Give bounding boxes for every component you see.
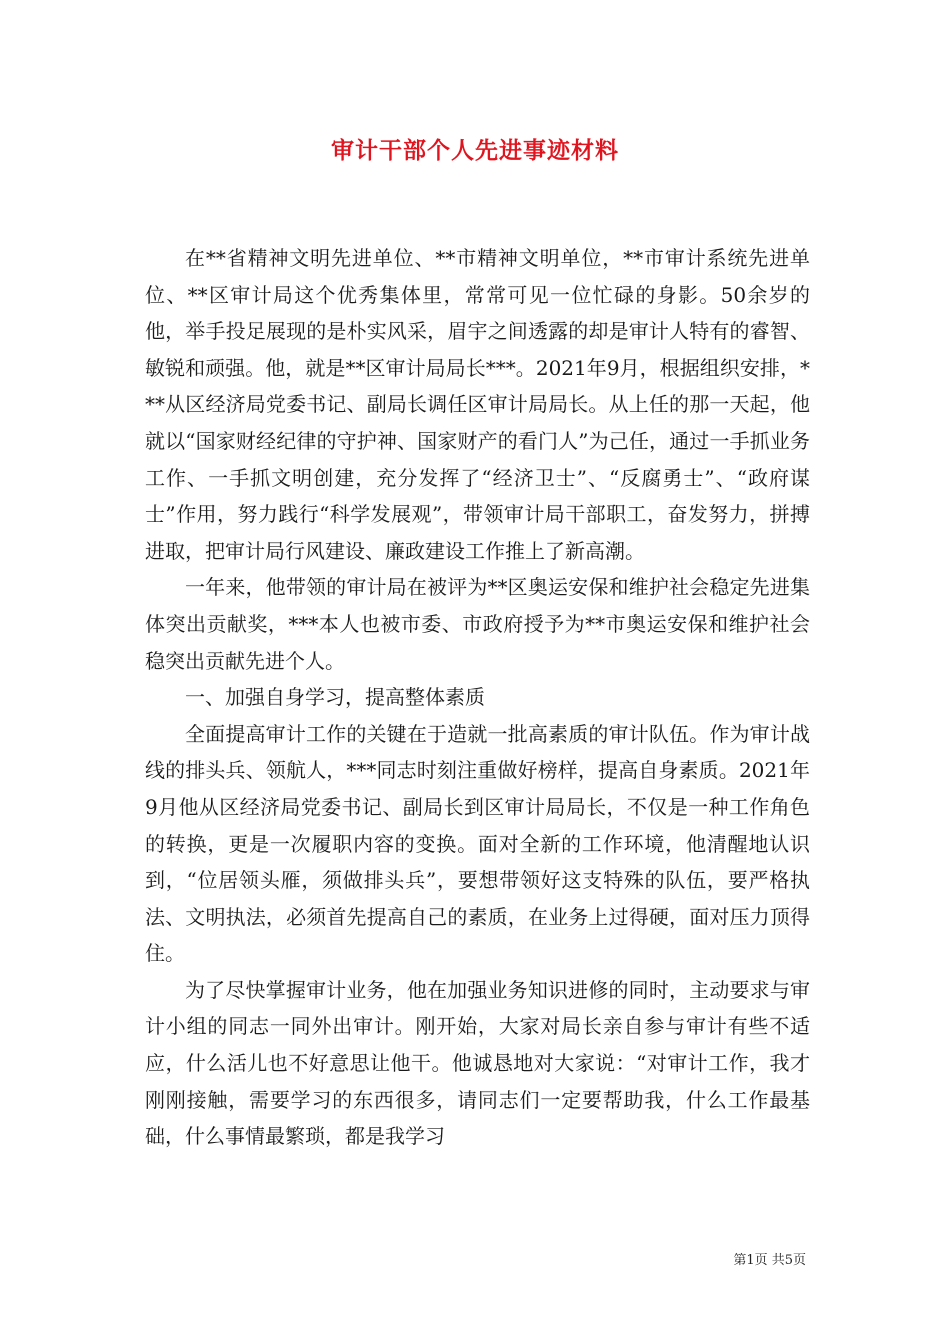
document-title: 审计干部个人先进事迹材料	[331, 137, 619, 164]
paragraph-intro: 在**省精神文明先进单位、**市精神文明单位，**市审计系统先进单位、**区审计局这个优秀集体里，常常可见一位忙碌的身影。50余岁的他，举手投足展现的是朴实风采，眉宇之间透露的却是审计人特有的睿智、敏锐和顽强。他，就是**区审计局局长***。2021年9月，根据组织安排，***从区经济局党委书记、副局长调任区审计局局长。从上任的那一天起，他就以“国家财经纪律的守护神、国家财产的看门人”为己任，通过一手抓业务工作、一手抓文明创建，充分发挥了“经济卫士”、“反腐勇士”、“政府谋士”作用，努力践行“科学发展观”，带领审计局干部职工，奋发努力，拼搏进取，把审计局行风建设、廉政建设工作推上了新高潮。	[145, 246, 810, 563]
paragraph-awards: 一年来，他带领的审计局在被评为**区奥运安保和维护社会稳定先进集体突出贡献奖，***本人也被市委、市政府授予为**市奥运安保和维护社会稳突出贡献先进个人。	[145, 575, 810, 673]
paragraph-self-study: 全面提高审计工作的关键在于造就一批高素质的审计队伍。作为审计战线的排头兵、领航人，***同志时刻注重做好榜样，提高自身素质。2021年9月他从区经济局党委书记、副局长到区审计局局长，不仅是一种工作角色的转换，更是一次履职内容的变换。面对全新的工作环境，他清醒地认识到，“位居领头雁，须做排头兵”，要想带领好这支特殊的队伍，要严格执法、文明执法，必须首先提高自己的素质，在业务上过得硬，面对压力顶得住。	[145, 721, 810, 966]
document-body	[145, 240, 810, 1155]
page-number: 第1页 共5页	[733, 1253, 806, 1268]
section-heading-1: 一、加强自身学习，提高整体素质	[185, 685, 485, 710]
paragraph-audit-practice: 为了尽快掌握审计业务，他在加强业务知识进修的同时，主动要求与审计小组的同志一同外出审计。刚开始，大家对局长亲自参与审计有些不适应，什么活儿也不好意思让他干。他诚恳地对大家说：“对审计工作，我才刚刚接触，需要学习的东西很多，请同志们一定要帮助我，什么工作最基础，什么事情最繁琐，都是我学习	[145, 977, 810, 1149]
